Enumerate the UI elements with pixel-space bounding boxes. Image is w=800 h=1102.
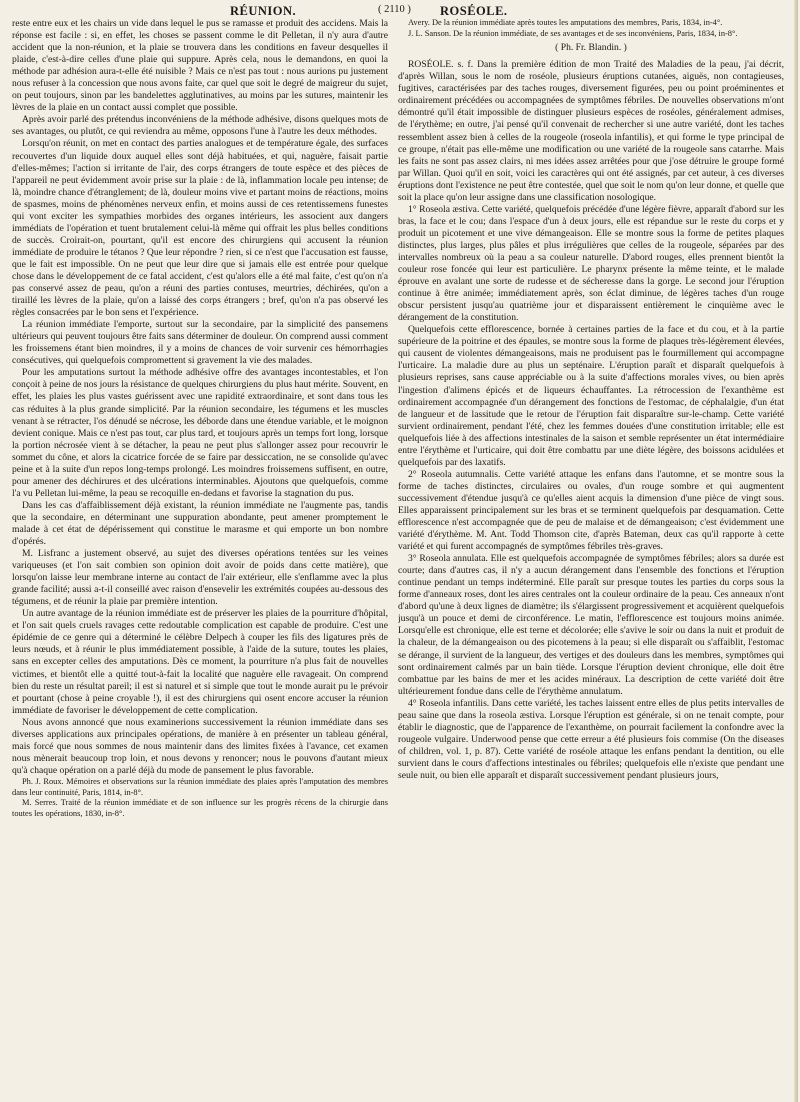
paragraph: Quelquefois cette efflorescence, bornée à certaines parties de la face et du cou, et à la partie supérieure de la poitrine et des épaules, se montre sous la forme de plaques très-légèrement élevées, qui causent de violentes démangeaisons, mais ne produisent pas le fourmillement qui accompagne l'urticaire. La maladie dure au plus un septénaire. L'éruption paraît et disparaît quelquefois à plusieurs reprises, sans cause appréciable ou à la suite d'affections morales vives, ou bien après l'ingestion d'alimens épicés et de liqueurs échauffantes. La rétrocession de l'exanthème est ordinairement accompagnée d'un dérangement des fonctions de l'estomac, de céphalalgie, d'un état de langueur et de lassitude que le retour de l'éruption fait disparaître sur-le-champ. Cette variété survient ordinairement, pendant l'été, chez les femmes douées d'une constitution irritable; elle est quelquefois liée à des affections intestinales de la saison et semble représenter un état intermédiaire entre l'érythème et l'urticaire, qui doit être combattu par une diète légère, des boissons acidulées et quelquefois par des laxatifs. xyxy=(398,324,784,468)
header-right-title: ROSÉOLE. xyxy=(440,4,508,18)
bibliography-entry: M. Serres. Traité de la réunion immédiate et de son influence sur les progrès récens de la chirurgie dans toutes les opérations, 1830, in-8°. xyxy=(12,798,388,818)
paragraph: 1° Roseola æstiva. Cette variété, quelquefois précédée d'une légère fièvre, apparaît d'abord sur les bras, la face et le cou; dans l'espace d'un à deux jours, elle est répandue sur le reste du corps et y produit un picotement et une vive démangeaison. Elle se montre sous la forme de petites plaques distinctes, plus larges, plus pâles et plus irrégulières que celles de la rougeole, séparées par des intervalles nombreux où la peau a sa couleur naturelle. D'abord rouges, elles prennent bientôt la couleur rose foncée qui leur est particulière. Le pharynx présente la même teinte, et le malade éprouve en avalant une sorte de rudesse et de sécheresse dans la gorge. Le second jour l'éruption continue à être animée; immédiatement après, son éclat diminue, de légères taches d'un rouge obscur persistent jusqu'au quatrième jour et disparaissent entièrement le cinquième avec le dérangement de la constitution. xyxy=(398,203,784,324)
header-left-title: RÉUNION. xyxy=(230,4,297,18)
paragraph: reste entre eux et les chairs un vide dans lequel le pus se ramasse et produit des accidens. Mais la réponse est facile : si, en effet, les choses se passent comme le dit Pelletan, il n'y aura d'autre accident que la non-réunion, et la plaie se trouvera dans les conditions en faveur desquelles il plaide, c'est-à-dire celles d'une plaie qui suppure. Après cela, nous le demandons, en quoi la méthode par adhésion aura-t-elle été nuisible ? Mais ce n'est pas tout : nous aurions pu justement nous refuser à la concession que nous avons faite, car quel que soit le degré de maigreur du sujet, on peut toujours, sinon par les bandelettes agglutinatives, au moins par les sutures, maintenir les lèvres de la plaie en un contact aussi complet que possible. xyxy=(12,18,388,114)
paragraph: 2° Roseola autumnalis. Cette variété attaque les enfans dans l'automne, et se montre sous la forme de taches distinctes, circulaires ou ovales, d'un rouge sombre et qui augmentent successivement d'étendue jusqu'à ce qu'elles aient acquis la dimension d'une pièce de vingt sous. Elles apparaissent principalement sur les bras et se terminent quelquefois par desquamation. Cette efflorescence n'est accompagnée que de peu de malaise et de démangeaison; c'est évidemment une variété d'érythème. M. Ant. Todd Thomson cite, d'après Bateman, deux cas qu'il rapporte à cette variété et qui furent accompagnés de symptômes fébriles très-graves. xyxy=(398,468,784,553)
bibliography-entry: Ph. J. Roux. Mémoires et observations sur la réunion immédiate des plaies après l'amputation des membres dans leur continuité, Paris, 1814, in-8°. xyxy=(12,776,388,797)
paragraph: M. Lisfranc a justement observé, au sujet des diverses opérations tentées sur les veines variqueuses (et l'on sait combien son opinion doit avoir de poids dans cette matière), que lorsqu'on laisse leur membrane interne au contact de l'air extérieur, elle s'enflamme avec la plus grande facilité; aussi a-t-il conseillé avec raison d'ensevelir les extrémités coupées au-dessous des tégumens, et de réunir la plaie par première intention. xyxy=(12,548,388,608)
paragraph: La réunion immédiate l'emporte, surtout sur la secondaire, par la simplicité des pansemens ultérieurs qui peuvent toujours être faits sans déterminer de douleur. On comprend aussi comment les froissemens étant bien moindres, il y a moins de chances de voir survenir ces hémorrhagies consécutives, qui quelquefois compromettent si gravement la vie des malades. xyxy=(12,319,388,367)
paragraph: 4° Roseola infantilis. Dans cette variété, les taches laissent entre elles de plus petits intervalles de peau saine que dans la roseola æstiva. Lorsque l'éruption est générale, si on ne tenait compte, pour établir le diagnostic, que de l'apparence de l'exanthème, on pourrait facilement la confondre avec la rougeole vulgaire. Underwood pense que cette erreur a été plusieurs fois commise (On the diseases of children, vol. 1, p. 87). Cette variété de roséole attaque les enfans pendant la dentition, ou elle survient dans le cours d'affections intestinales ou fébriles; quelquefois elle n'existe que pendant une seule nuit, ou bien elle apparaît et disparaît successivement pendant plusieurs jours, xyxy=(398,697,784,781)
page-edge-shadow xyxy=(794,0,798,1102)
paragraph: 3° Roseola annulata. Elle est quelquefois accompagnée de symptômes fébriles; alors sa durée est courte; dans d'autres cas, il n'y a aucun dérangement dans l'ensemble des fonctions et l'éruption continue pendant un temps indéterminé. Elle paraît sur presque toutes les parties du corps sous la forme d'anneaux roses, dont les aires centrales ont la couleur ordinaire de la peau. Ces anneaux n'ont d'abord qu'une à deux lignes de diamètre; ils s'élargissent progressivement et acquièrent quelquefois jusqu'à un pouce et demi de circonférence. Le matin, l'efflorescence est toujours moins animée. Lorsqu'elle est chronique, elle est terne et décolorée; elle s'avive le soir ou dans la nuit et produit de la chaleur, de la démangeaison ou des picotemens à la peau; si elle disparaît ou s'affaiblit, l'estomac se dérange, il survient de la langueur, des vertiges et des douleurs dans les membres, symptômes qui sont ordinairement calmés par un bain tiède. Lorsque l'éruption devient chronique, elle doit être combattue par les bains de mer et les acides minéraux. La description de cette variété doit être ultérieurement fondue dans celle de l'érythème annulatum. xyxy=(398,553,784,697)
bibliography-entry: J. L. Sanson. De la réunion immédiate, de ses avantages et de ses inconvéniens, Paris, 1834, in-8°. xyxy=(408,28,738,38)
paragraph: Dans les cas d'affaiblissement déjà existant, la réunion immédiate ne l'augmente pas, tandis que la secondaire, en déterminant une suppuration abondante, peut amener promptement le malade à cet état de dépérissement qui constitue le marasme et qui emporte un bon nombre d'opérés. xyxy=(12,499,388,548)
right-column xyxy=(398,18,784,1098)
left-column xyxy=(12,18,388,1098)
paragraph: ROSÉOLE. s. f. Dans la première édition de mon Traité des Maladies de la peau, j'ai décrit, d'après Willan, sous le nom de roséole, plusieurs éruptions cutanées, aiguës, non contagieuses, fugitives, caractérisées par des taches rouges, diversement figurées, peu ou point proéminentes et ordinairement précédées ou accompagnées de symptômes fébriles. De nouvelles observations m'ont démontré qu'il était impossible de distinguer plusieurs espèces de roséoles, généralement admises, de l'érythème; en outre, j'ai pensé qu'il convenait de rechercher si une autre variété, dont les taches ressemblent assez bien à celles de la rougeole (roseola infantilis), et qui forme le type principal de ce groupe, n'était pas elle-même une modification ou une variété de la rougeole sans catarrhe. Mais les faits ne sont pas assez clairs, ni mes idées assez arrêtées pour que j'ose détruire le groupe formé par Willan. Quoi qu'il en soit, voici les caractères qui ont été assignés, par cet auteur, à ces diverses éruptions dont l'existence ne peut être contestée, quel que soit le nom qu'on leur donne, et quelle que soit la place qu'on leur assigne dans une classification nosologique. xyxy=(398,59,784,203)
paragraph: Après avoir parlé des prétendus inconvéniens de la méthode adhésive, disons quelques mots de ses avantages, ou plutôt, ce qui reviendra au même, opposons l'une à l'autre les deux méthodes. xyxy=(12,114,388,138)
paragraph: Lorsqu'on réunit, on met en contact des parties analogues et de température égale, des surfaces recouvertes d'un liquide doux auquel elles sont déjà habituées, et qui, naguère, faisait partie d'elles-mêmes; l'action si irritante de l'air, des corps étrangers de toute espèce et des pièces de l'appareil ne peut évidemment avoir prise sur la plaie : de là, inflammation locale peu intense; de là, moindre chance d'étranglement; de là, douleur moins vive et partant moins de réactions, moins de spasmes, moins de phénomènes nerveux enfin, et moins aussi de ces retentissemens funestes qui vont exciter les sympathies morbides des organes intérieurs, les associent aux dangers immédiats de l'opération et tuent brutalement celui-là même qui offrait les plus belles conditions de succès. Croirait-on, pourtant, qu'il est encore des chirurgiens qui accusent la réunion immédiate de produire le tétanos ? Que leur répondre ? rien, si ce n'est que l'accusation est fausse, que le fait est impossible. On ne peut que leur dire que si jamais elle est entrée pour quelque chose dans le développement de ce fatal accident, c'est qu'alors elle a été mal faite, c'est qu'on n'a pas conservé assez de peau, qu'on a réuni des parties contuses, meurtries, déchirées, qu'on a tiraillé les lèvres de la plaie, qu'on a laissé des corps étrangers ; bref, qu'on n'a pas observé les règles consacrées par le bon sens et l'expérience. xyxy=(12,138,388,319)
paragraph: Nous avons annoncé que nous examinerions successivement la réunion immédiate dans ses diverses applications aux principales opérations, de manière à en présenter un tableau général, mais forcé que nous sommes de nous maintenir dans des limites fixées à l'avance, cet examen nous mènerait beaucoup trop loin, et nous devons y renoncer; nous le pouvons d'autant mieux qu'à chaque opération on a parlé déjà du mode de pansement le plus favorable. xyxy=(12,716,388,776)
page-number: ( 2110 ) xyxy=(378,4,411,15)
paragraph: Un autre avantage de la réunion immédiate est de préserver les plaies de la pourriture d'hôpital, et l'on sait quels cruels ravages cette redoutable complication est capable de produire. C'est une épidémie de ce genre qui a déterminé le célèbre Delpech à couper les fils des ligatures près de leurs nœuds, et à réunir le plus immédiatement possible, à l'aide de la suture, toutes les plaies, sans en excepter celles des amputations. Dès ce moment, la pourriture n'a plus fait de nouvelles victimes, et bientôt elle a quitté tout-à-fait la localité que naguère elle ravageait. On comprend bien du reste un résultat pareil; il est si naturel et si simple que tout le monde aurait pu le prévoir et pourtant (chose à peine croyable !), il est des chirurgiens qui osent encore accuser la réunion immédiate de favoriser le développement de cette complication. xyxy=(12,608,388,716)
author-signature: ( Ph. Fr. Blandin. ) xyxy=(555,42,627,54)
paragraph: Pour les amputations surtout la méthode adhésive offre des avantages incontestables, et l'on conçoit à peine de nos jours la résistance de quelques chirurgiens du plus haut mérite. Souvent, en effet, les plaies les plus vastes guérissent avec une rapidité extraordinaire, et sont dans tous les cas réduites à la plus grande simplicité. Par la réunion secondaire, les tégumens et les muscles venant à se rétracter, l'os dénudé se nécrose, les déborde dans une étendue variable, et le moignon devient conique. Mais ce n'est pas tout, car plus tard, et toujours après un temps fort long, lorsque la portion nécrosée vient à se détacher, la peau ne peut plus s'allonger assez pour recouvrir le sommet du cône, et alors la cicatrice forcée de se faire par dessiccation, ne se consolide qu'avec peine et à la suite d'un repos long-temps prolongé. Les moindres froissemens suffisent, en outre, pour amener des déchirures et des ulcérations interminables. Ajoutons que quelquefois, comme l'a vu Pelletan lui-même, la peau se recoquille en-dedans et favorise la stagnation du pus. xyxy=(12,367,388,499)
bibliography-entry: Avery. De la réunion immédiate après toutes les amputations des membres, Paris, 1834, in-4°. xyxy=(408,18,723,27)
